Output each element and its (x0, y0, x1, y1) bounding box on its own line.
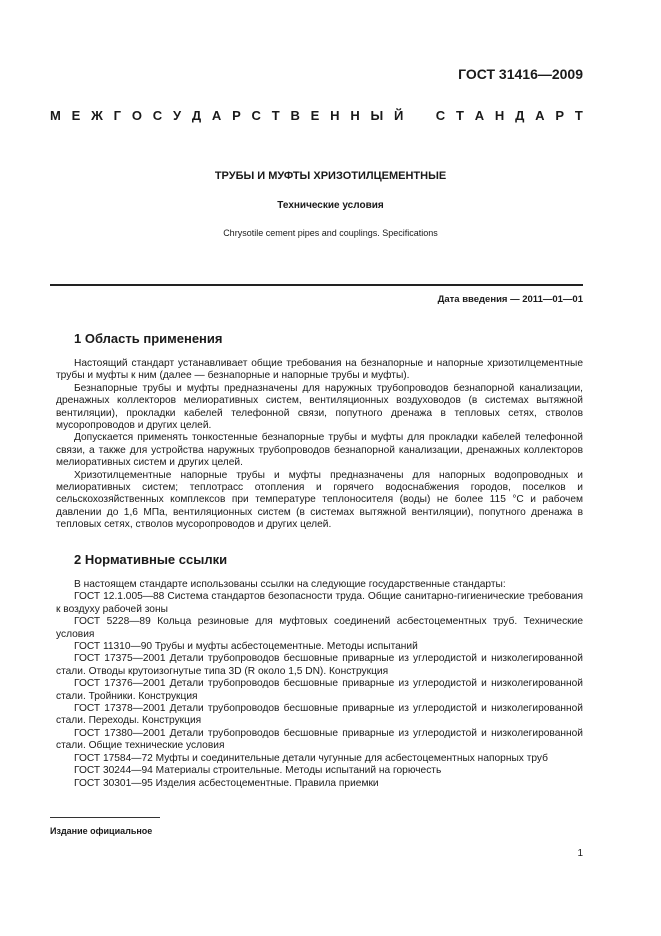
banner-letter: С (251, 108, 261, 123)
english-title: Chrysotile cement pipes and couplings. Specifications (223, 228, 438, 238)
banner-letter: М (50, 108, 61, 123)
banner-letter: О (131, 108, 142, 123)
paragraph: Настоящий стандарт устанавливает общие требования на безнапорные и напорные хризотилцементные трубы и муфты к ним (далее — безнапорные и напорные трубы и муфты). (56, 358, 583, 382)
paragraph: Хризотилцементные напорные трубы и муфты предназначены для напорных водопроводных и мелиоративных систем; теплотрасс отопления и горячего водоснабжения городов, поселков и сельскохозяйственных комплексов при температуре теплоносителя (воды) не более 115 °С и рабочем давлении до 1,6 МПа, вентиляционных систем (в системах вытяжной вентиляции), попутного дренажа в тепловых сетях, стволов мусоропроводов и других целей. (56, 469, 583, 531)
reference-item: ГОСТ 11310—90 Трубы и муфты асбестоцементные. Методы испытаний (74, 641, 418, 653)
document-subtitle: Технические условия (277, 200, 384, 211)
document-code: ГОСТ 31416—2009 (458, 66, 583, 82)
reference-item: ГОСТ 5228—89 Кольца резиновые для муфтовых соединений асбестоцементных труб. Технические условия (56, 616, 583, 640)
banner-letter: Д (515, 108, 525, 123)
reference-item: ГОСТ 30244—94 Материалы строительные. Методы испытаний на горючесть (74, 765, 442, 777)
page-number: 1 (577, 848, 583, 859)
reference-item: ГОСТ 17380—2001 Детали трубопроводов бесшовные приварные из углеродистой и низколегированной стали. Общие технические условия (56, 727, 583, 752)
banner-letter: Н (494, 108, 505, 123)
banner-letter: Р (232, 108, 241, 123)
banner-letter: Й (394, 108, 404, 123)
introduction-date: Дата введения — 2011—01—01 (437, 294, 583, 305)
banner-letter: А (535, 108, 545, 123)
banner-letter: С (152, 108, 163, 123)
banner-letter: У (172, 108, 182, 123)
banner-letter: Е (310, 108, 320, 123)
section-1-heading: 1 Область применения (74, 331, 223, 346)
banner-letter: Д (191, 108, 202, 123)
reference-item: ГОСТ 17375—2001 Детали трубопроводов бесшовные приварные из углеродистой и низколегированной стали. Отводы крутоизогнутые типа 3D (R около 1,5 DN). Конструкция (56, 653, 583, 677)
paragraph: Безнапорные трубы и муфты предназначены для наружных трубопроводов безнапорной канализации, дренажных коллекторов мелиоративных систем, вентиляционных воздуховодов (в системах вытяжной вентиляции), прокладки кабелей телефонной связи, попутного дренажа в тепловых сетях, стволов мусоропроводов и других целей. (56, 382, 583, 432)
banner-letter: В (290, 108, 300, 123)
banner-letter: Е (71, 108, 81, 123)
reference-item: ГОСТ 17584—72 Муфты и соединительные детали чугунные для асбестоцементных напорных труб (74, 752, 548, 764)
reference-item: ГОСТ 17376—2001 Детали трубопроводов бесшовные приварные из углеродистой и низколегированной стали. Тройники. Конструкция (56, 678, 583, 702)
paragraph: Допускается применять тонкостенные безнапорные трубы и муфты для прокладки кабелей телефонной связи, а также для устройства наружных трубопроводов безнапорной канализации, дренажных коллекторов мелиоративных систем и других целей. (56, 432, 583, 469)
banner-letter: Ы (370, 108, 384, 123)
banner-letter: Г (113, 108, 122, 123)
section-2-body (56, 579, 583, 790)
banner-letter: Ж (91, 108, 103, 123)
document-title: ТРУБЫ И МУФТЫ ХРИЗОТИЛЦЕМЕНТНЫЕ (214, 170, 447, 182)
banner-letter: А (211, 108, 222, 123)
banner-letter: Н (350, 108, 360, 123)
reference-item: ГОСТ 12.1.005—88 Система стандартов безопасности труда. Общие санитарно-гигиенические требования к воздуху рабочей зоны (56, 591, 583, 615)
section-1-body (56, 358, 583, 532)
interstate-standard-banner (50, 108, 583, 123)
banner-letter: С (435, 108, 446, 123)
official-edition-label: Издание официальное (50, 826, 153, 836)
section-2-heading: 2 Нормативные ссылки (74, 552, 228, 567)
reference-item: ГОСТ 17378—2001 Детали трубопроводов бесшовные приварные из углеродистой и низколегированной стали. Переходы. Конструкция (56, 703, 583, 727)
banner-letter: Т (574, 108, 583, 123)
footer-divider (50, 817, 160, 818)
banner-letter: Р (555, 108, 565, 123)
header-divider (50, 284, 583, 286)
banner-letter: А (474, 108, 485, 123)
banner-letter: Т (271, 108, 280, 123)
banner-letter: Т (455, 108, 464, 123)
banner-letter: Н (330, 108, 340, 123)
references-lead: В настоящем стандарте использованы ссылки на следующие государственные стандарты: (74, 579, 506, 590)
reference-item: ГОСТ 30301—95 Изделия асбестоцементные. Правила приемки (74, 777, 379, 789)
